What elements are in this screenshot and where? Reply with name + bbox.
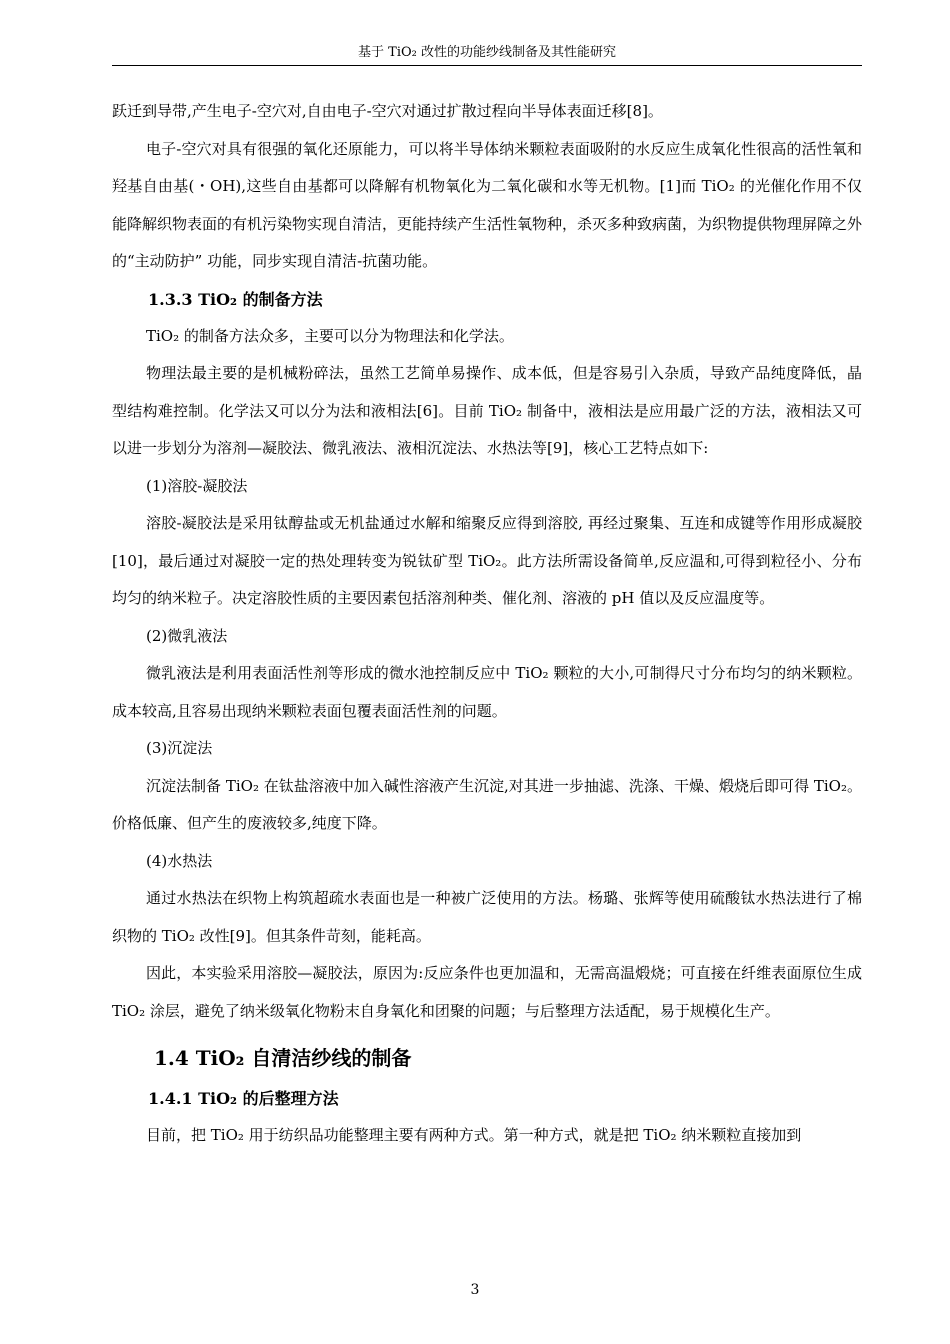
paragraph: 因此，本实验采用溶胶—凝胶法，原因为:反应条件也更加温和，无需高温煅烧；可直接在纤维表面原位生成 TiO₂ 涂层，避免了纳米级氧化物粉末自身氧化和团聚的问题；与后整理方法适配，易于规模化生产。 xyxy=(112,964,862,1020)
section-heading-1-4: 1.4 TiO₂ 自清洁纱线的制备 xyxy=(154,1046,412,1070)
method-heading: (3)沉淀法 xyxy=(146,739,213,757)
running-header: 基于 TiO₂ 改性的功能纱线制备及其性能研究 xyxy=(112,44,862,66)
section-heading-1-4-1: 1.4.1 TiO₂ 的后整理方法 xyxy=(148,1089,339,1108)
page-number: 3 xyxy=(470,1282,480,1298)
method-heading: (4)水热法 xyxy=(146,851,213,870)
paragraph: 电子-空穴对具有很强的氧化还原能力，可以将半导体纳米颗粒表面吸附的水反应生成氧化性很高的活性氧和羟基自由基(・OH),这些自由基都可以降解有机物氧化为二氧化碳和水等无机物。[1]而 TiO₂ 的光催化作用不仅能降解织物表面的有机污染物实现自清洁，更能持续产生活性氧物种，杀灭多种致病菌，为织物提供物理屏障之外的“主动防护” 功能，同步实现自清洁-抗菌功能。 xyxy=(112,139,863,270)
paragraph: TiO₂ 的制备方法众多，主要可以分为物理法和化学法。 xyxy=(146,326,514,345)
method-heading: (1)溶胶-凝胶法 xyxy=(146,476,248,495)
section-heading-1-3-3: 1.3.3 TiO₂ 的制备方法 xyxy=(148,289,323,309)
paragraph: 跃迁到导带,产生电子-空穴对,自由电子-空穴对通过扩散过程向半导体表面迁移[8]。 xyxy=(112,102,663,120)
paragraph: 目前，把 TiO₂ 用于纺织品功能整理主要有两种方式。第一种方式，就是把 TiO₂ 纳米颗粒直接加到 xyxy=(146,1126,802,1144)
method-heading: (2)微乳液法 xyxy=(146,626,228,645)
paragraph: 溶胶-凝胶法是采用钛醇盐或无机盐通过水解和缩聚反应得到溶胶, 再经过聚集、互连和成键等作用形成凝胶[10]，最后通过对凝胶一定的热处理转变为锐钛矿型 TiO₂。此方法所需设备简单,反应温和,可得到粒径小、分布均匀的纳米粒子。决定溶胶性质的主要因素包括溶剂种类、催化剂、溶液的 pH 值以及反应温度等。 xyxy=(112,514,862,607)
paragraph: 微乳液法是利用表面活性剂等形成的微水池控制反应中 TiO₂ 颗粒的大小,可制得尺寸分布均匀的纳米颗粒。成本较高,且容易出现纳米颗粒表面包覆表面活性剂的问题。 xyxy=(112,664,862,720)
paragraph: 通过水热法在织物上构筑超疏水表面也是一种被广泛使用的方法。杨璐、张辉等使用硫酸钛水热法进行了棉织物的 TiO₂ 改性[9]。但其条件苛刻，能耗高。 xyxy=(112,889,862,945)
paragraph: 沉淀法制备 TiO₂ 在钛盐溶液中加入碱性溶液产生沉淀,对其进一步抽滤、洗涤、干燥、煅烧后即可得 TiO₂。价格低廉、但产生的废液较多,纯度下降。 xyxy=(112,776,862,832)
page-body xyxy=(112,93,862,1155)
paragraph: 物理法最主要的是机械粉碎法，虽然工艺简单易操作、成本低，但是容易引入杂质，导致产品纯度降低，晶型结构难控制。化学法又可以分为法和液相法[6]。目前 TiO₂ 制备中，液相法是应用最广泛的方法，液相法又可以进一步划分为溶剂—凝胶法、微乳液法、液相沉淀法、水热法等[9]，核心工艺特点如下: xyxy=(112,364,862,457)
